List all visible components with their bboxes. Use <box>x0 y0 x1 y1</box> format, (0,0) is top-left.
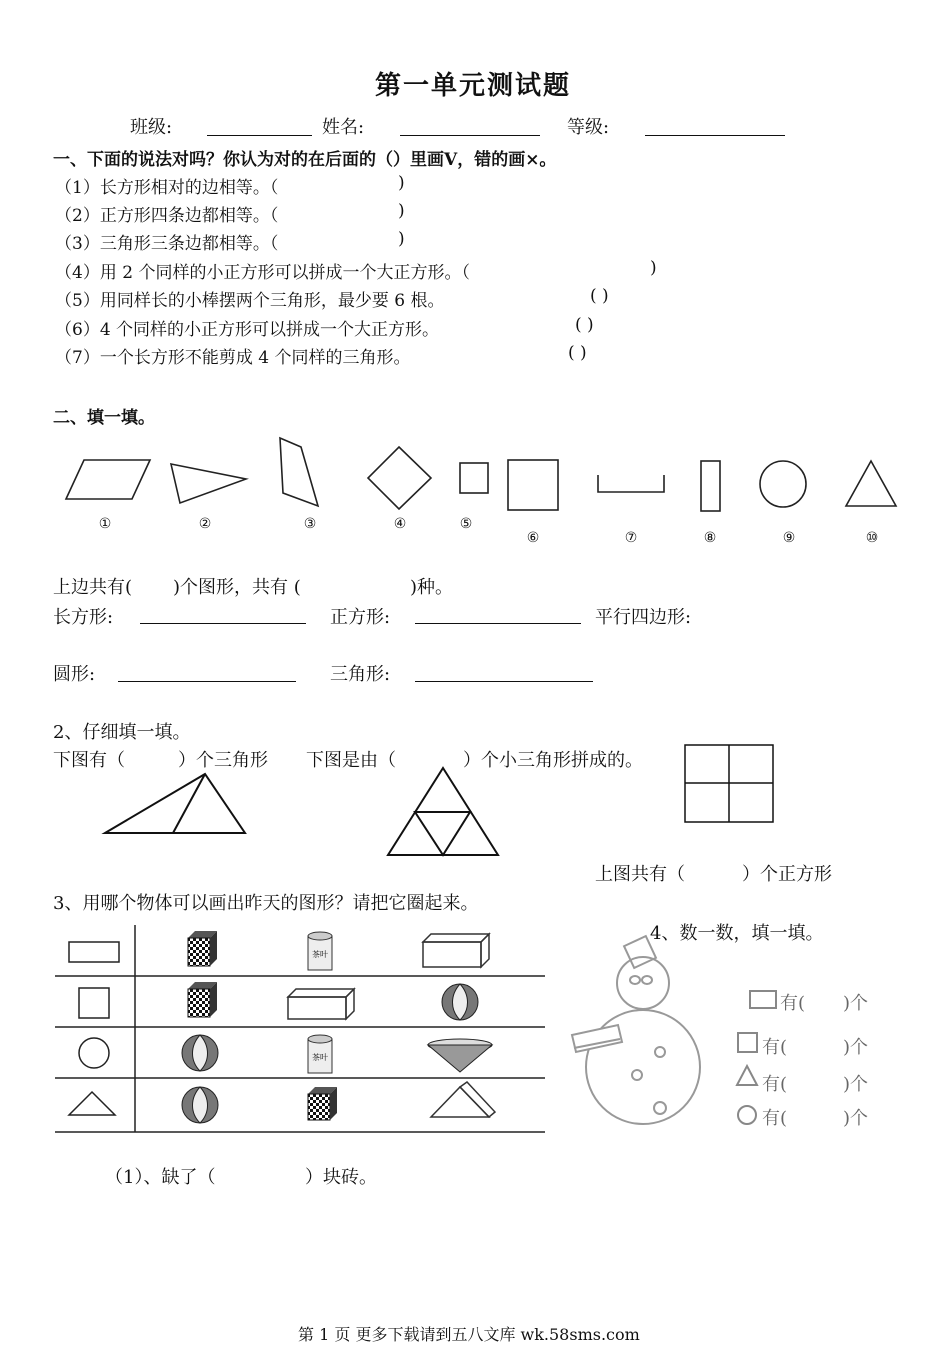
q3-tea-can-icon-2 <box>308 1035 332 1073</box>
s1-item-3-answer[interactable]: ) <box>398 229 405 249</box>
q3-cube-icon-2 <box>188 982 217 1017</box>
shape-small-square <box>460 463 488 493</box>
q2-heading: 2、仔细填一填。 <box>53 722 191 743</box>
s1-item-7: （7）一个长方形不能剪成 4 个同样的三角形。 <box>55 348 411 368</box>
snowman-figure <box>560 940 940 1140</box>
q4-heading: 4、数一数，填一填。 <box>650 923 824 944</box>
q4-row2-unit[interactable]: )个 <box>843 1037 869 1058</box>
q3-triangle-icon <box>69 1092 115 1115</box>
shape-number-8: ⑧ <box>703 530 717 546</box>
circle-label: 圆形: <box>53 664 96 685</box>
q3-ball-icon-3 <box>182 1087 218 1123</box>
q3-box-icon <box>423 934 489 967</box>
shape-number-6: ⑥ <box>526 530 540 546</box>
q3-prism-icon <box>431 1082 495 1117</box>
shape-number-10: ⑩ <box>865 530 879 546</box>
q4-row1-has: 有( <box>780 993 806 1014</box>
rectangle-blank[interactable] <box>140 623 306 624</box>
shape-thin-rectangle <box>701 461 720 511</box>
shape-number-7: ⑦ <box>624 530 638 546</box>
s1-item-5: （5）用同样长的小棒摆两个三角形，最少要 6 根。 <box>55 291 445 311</box>
q4-row4-has: 有( <box>762 1108 788 1129</box>
section1-heading: 一、下面的说法对吗？你认为对的在后面的（）里画V，错的画×。 <box>53 150 557 170</box>
q3-cube-icon <box>188 931 217 966</box>
class-blank[interactable] <box>207 135 312 136</box>
s1-item-7-answer[interactable]: ( ) <box>568 343 587 363</box>
name-label: 姓名: <box>322 117 365 138</box>
count-text-a: 上边共有( <box>53 577 133 598</box>
q2-text-d: ）个小三角形拼成的。 <box>463 750 643 771</box>
shape-parallelogram-tall <box>280 438 318 506</box>
section2-heading: 二、填一填。 <box>53 408 155 428</box>
q3-ball-icon <box>442 984 478 1020</box>
shape-number-1: ① <box>98 516 112 532</box>
q5-tail: ）块砖。 <box>305 1167 377 1188</box>
shape-triangle <box>846 461 896 506</box>
s1-item-1: （1）长方形相对的边相等。（ <box>55 178 279 198</box>
shape-circle <box>760 461 806 507</box>
q3-tea-can-icon <box>308 932 332 970</box>
q3-cone-icon <box>428 1039 492 1072</box>
q3-table <box>55 920 615 1140</box>
parallelogram-label: 平行四边形: <box>595 607 692 628</box>
shape-parallelogram <box>66 460 150 499</box>
q3-cube-icon-3 <box>308 1087 337 1120</box>
name-blank[interactable] <box>400 135 540 136</box>
s1-item-3: （3）三角形三条边都相等。（ <box>55 234 279 254</box>
q2-triangle-figure <box>105 774 245 833</box>
s1-item-4: （4）用 2 个同样的小正方形可以拼成一个大正方形。（ <box>55 263 470 283</box>
q2-text-a: 下图有（ <box>53 750 125 771</box>
snowman-arm-rect <box>572 1025 622 1052</box>
q2-figures <box>0 740 950 880</box>
shape-number-4: ④ <box>393 516 407 532</box>
q4-row1-unit[interactable]: )个 <box>843 993 869 1014</box>
snowman-hat-square <box>624 936 656 968</box>
shape-number-9: ⑨ <box>782 530 796 546</box>
s1-item-6-answer[interactable]: ( ) <box>575 315 594 335</box>
count-triangle-icon <box>737 1066 757 1085</box>
square-count-b: ）个正方形 <box>742 864 832 885</box>
count-text-c: )种。 <box>410 577 454 598</box>
q3-heading: 3、用哪个物体可以画出昨天的图形？请把它圈起来。 <box>53 893 479 914</box>
shape-number-2: ② <box>198 516 212 532</box>
shape-number-3: ③ <box>303 516 317 532</box>
rectangle-label: 长方形: <box>53 607 114 628</box>
s1-item-2: （2）正方形四条边都相等。（ <box>55 206 279 226</box>
q3-square-icon <box>79 988 109 1018</box>
grade-blank[interactable] <box>645 135 785 136</box>
q4-row4-unit[interactable]: )个 <box>843 1108 869 1129</box>
triangle-label: 三角形: <box>330 664 391 685</box>
q3-can-label-2: 茶叶 <box>312 1053 328 1062</box>
q3-box-icon-2 <box>288 989 354 1019</box>
shape-diamond <box>368 447 431 509</box>
q4-row3-has: 有( <box>762 1074 788 1095</box>
count-square-icon <box>738 1033 757 1052</box>
count-rect-icon <box>750 991 776 1008</box>
square-count-a: 上图共有（ <box>595 864 685 885</box>
q2-text-b: ）个三角形 <box>178 750 268 771</box>
s1-item-6: （6）4 个同样的小正方形可以拼成一个大正方形。 <box>55 320 440 340</box>
q3-ball-icon-2 <box>182 1035 218 1071</box>
shape-open-rectangle <box>598 475 664 492</box>
q3-circle-icon <box>79 1038 109 1068</box>
shape-square <box>508 460 558 510</box>
s1-item-2-answer[interactable]: ) <box>398 201 405 221</box>
shape-number-5: ⑤ <box>459 516 473 532</box>
snowman-body <box>586 1010 700 1124</box>
s1-item-1-answer[interactable]: ) <box>398 173 405 193</box>
square-label: 正方形: <box>330 607 391 628</box>
q3-rect-icon <box>69 942 119 962</box>
count-circle-icon <box>738 1106 756 1124</box>
grade-label: 等级: <box>567 117 610 138</box>
q3-can-label-1: 茶叶 <box>312 950 328 959</box>
square-blank[interactable] <box>415 623 581 624</box>
page-footer: 第 1 页 更多下载请到五八文库 wk.58sms.com <box>298 1325 640 1344</box>
q5-text: （1）、缺了（ <box>105 1167 216 1188</box>
class-label: 班级: <box>130 117 173 138</box>
q4-row2-has: 有( <box>762 1037 788 1058</box>
s1-item-4-answer[interactable]: ) <box>650 258 657 278</box>
shape-triangle-obtuse <box>171 464 246 503</box>
page-title: 第一单元测试题 <box>375 71 572 101</box>
s1-item-5-answer[interactable]: ( ) <box>590 286 609 306</box>
q2-text-c: 下图是由（ <box>306 750 396 771</box>
triangle-blank[interactable] <box>415 681 593 682</box>
q4-row3-unit[interactable]: )个 <box>843 1074 869 1095</box>
shapes-figure <box>0 430 950 550</box>
count-text-b: )个图形，共有 ( <box>173 577 301 598</box>
circle-blank[interactable] <box>118 681 296 682</box>
